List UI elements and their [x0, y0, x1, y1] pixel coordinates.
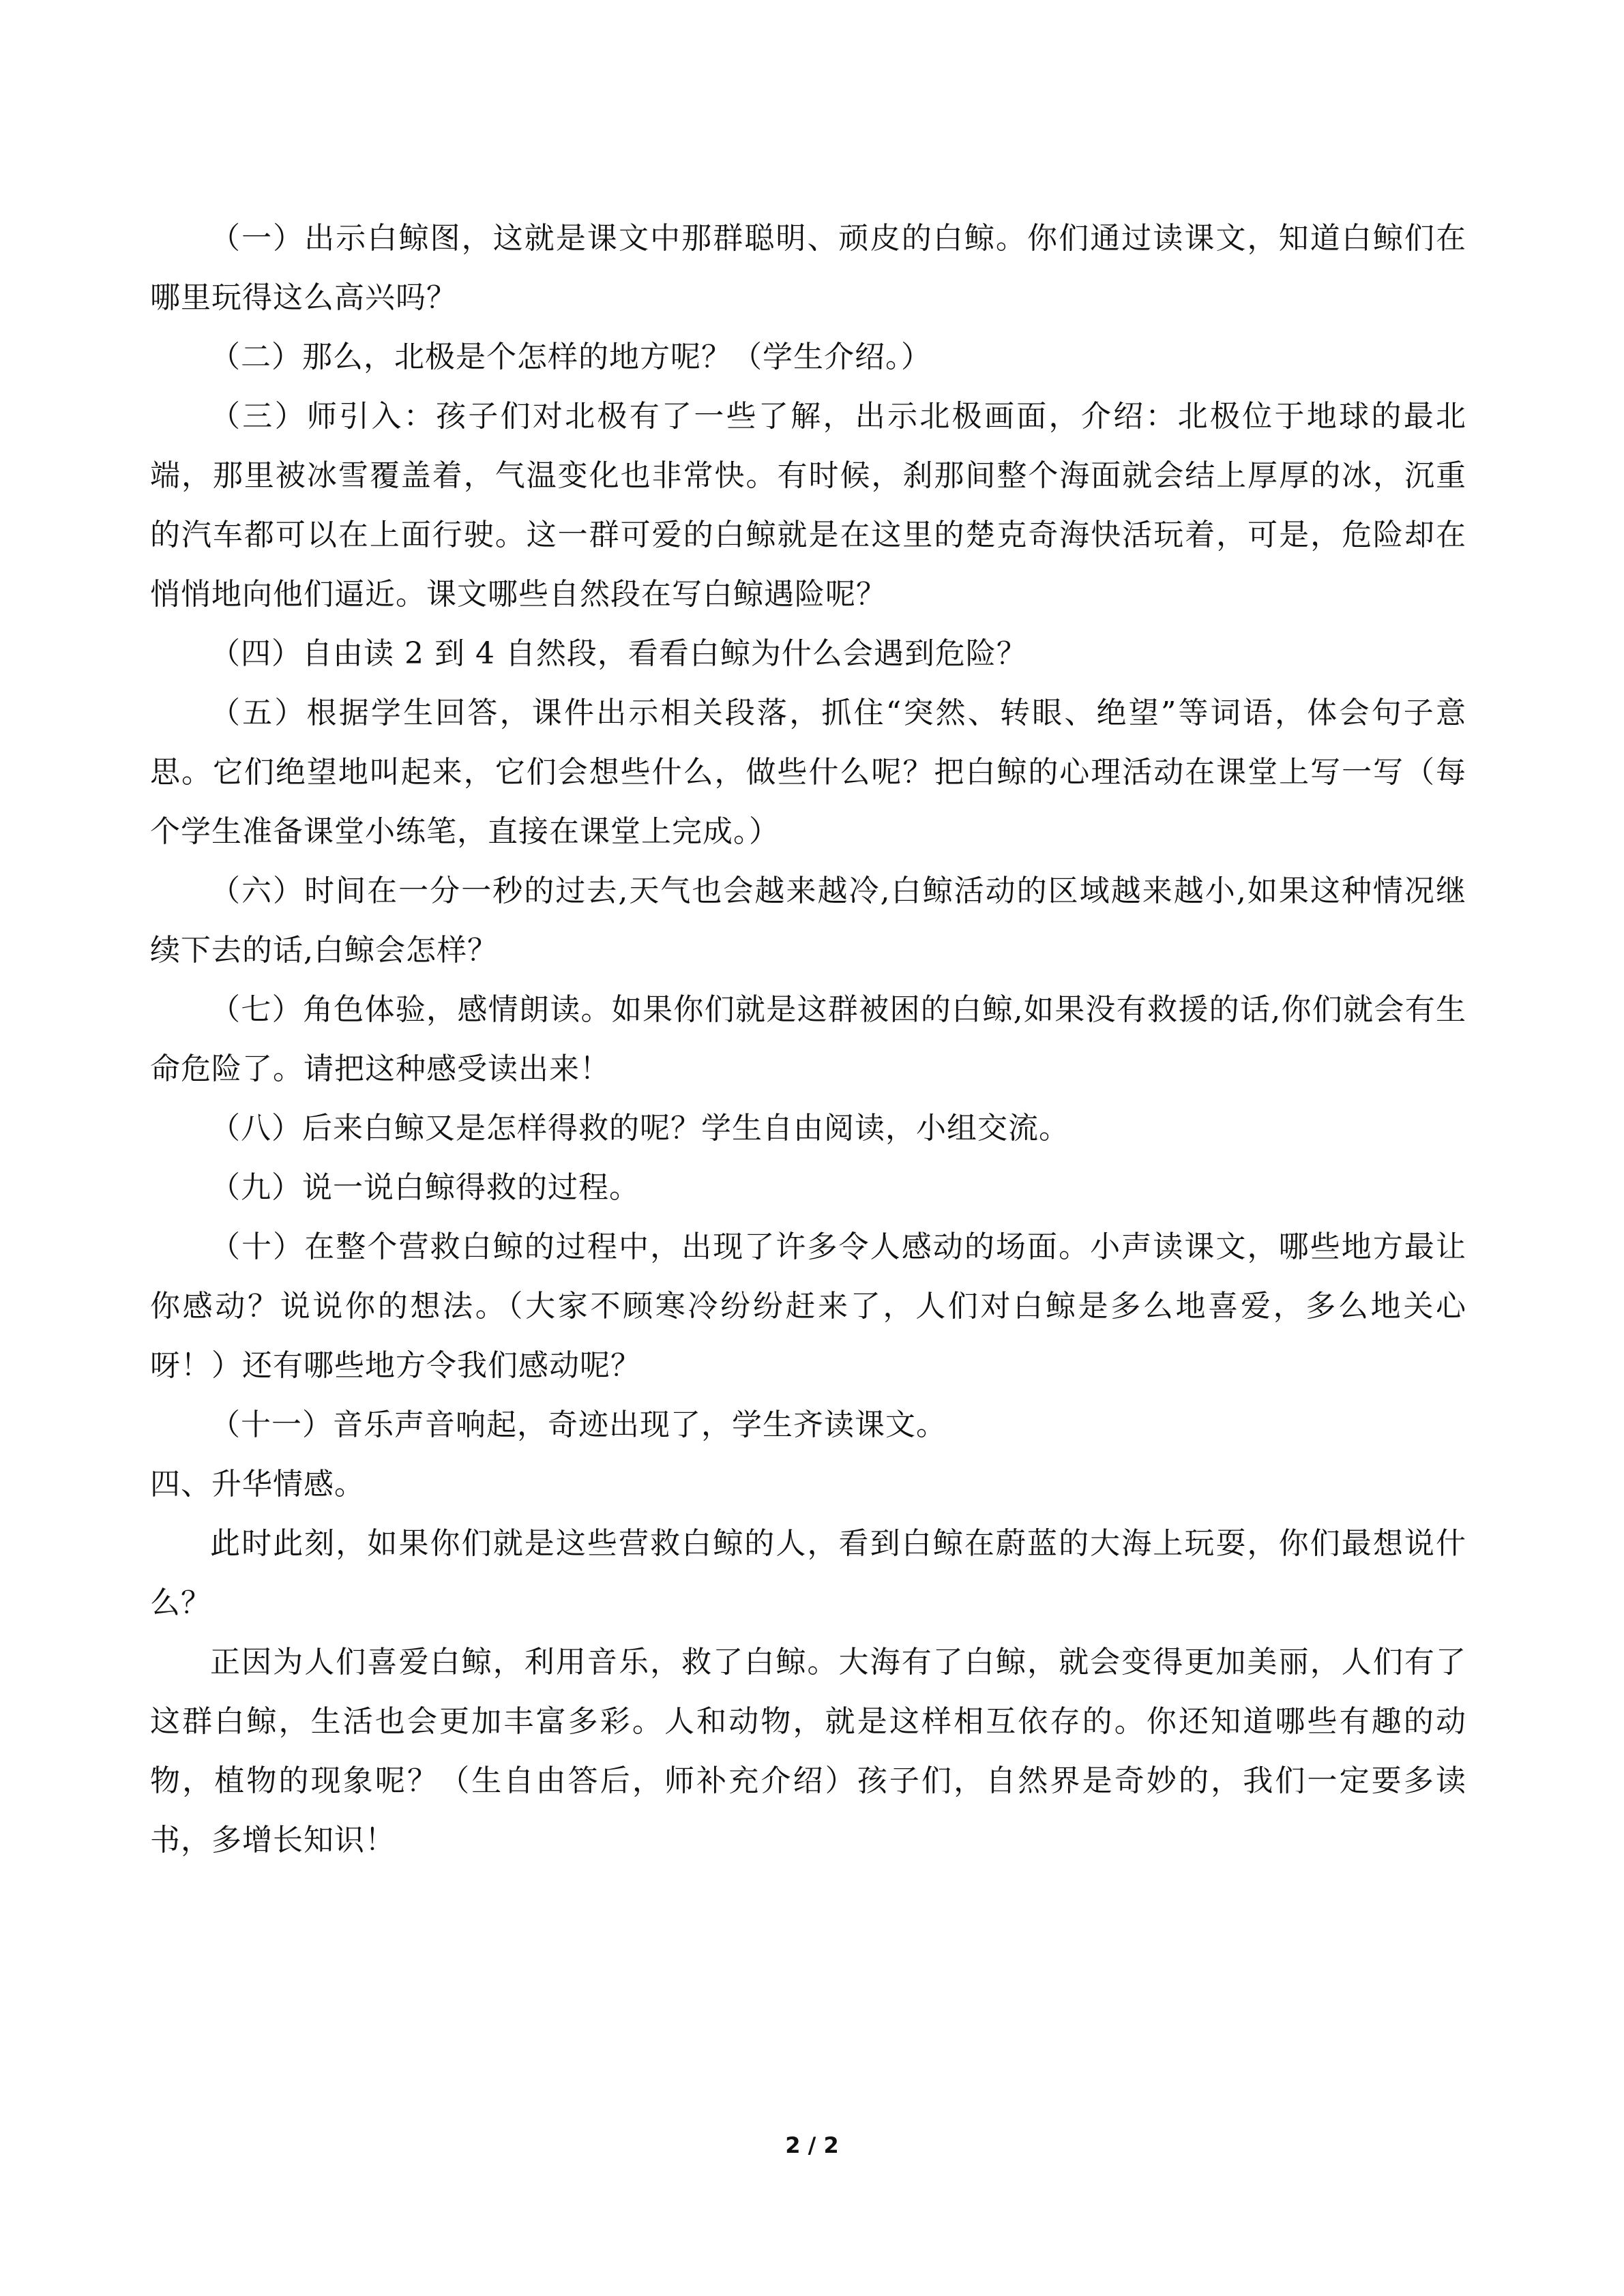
document-body — [150, 209, 1466, 1870]
page-number: 2 / 2 — [785, 2132, 839, 2158]
paragraph-8: （八）后来白鲸又是怎样得救的呢？学生自由阅读，小组交流。 — [210, 1111, 1069, 1146]
paragraph-10: （十）在整个营救白鲸的过程中，出现了许多令人感动的场面。小声读课文，哪些地方最让你感动？说说你的想法。（大家不顾寒冷纷纷赶来了，人们对白鲸是多么地喜爱，多么地关心呀！）还有哪些地方令我们感动呢？ — [150, 1229, 1466, 1383]
paragraph-3: （三）师引入：孩子们对北极有了一些了解，出示北极画面，介绍：北极位于地球的最北端，那里被冰雪覆盖着，气温变化也非常快。有时候，刹那间整个海面就会结上厚厚的冰，沉重的汽车都可以在上面行驶。这一群可爱的白鲸就是在这里的楚克奇海快活玩着，可是，危险却在悄悄地向他们逼近。课文哪些自然段在写白鲸遇险呢？ — [150, 399, 1466, 612]
paragraph-9: （九）说一说白鲸得救的过程。 — [210, 1170, 640, 1205]
paragraph-7: （七）角色体验，感情朗读。如果你们就是这群被困的白鲸,如果没有救援的话,你们就会有生命危险了。请把这种感受读出来！ — [150, 992, 1466, 1086]
paragraph-5: （五）根据学生回答，课件出示相关段落，抓住“突然、转眼、绝望”等词语，体会句子意思。它们绝望地叫起来，它们会想些什么，做些什么呢？把白鲸的心理活动在课堂上写一写（每个学生准备课堂小练笔，直接在课堂上完成。） — [150, 696, 1466, 849]
paragraph-13: 正因为人们喜爱白鲸，利用音乐，救了白鲸。大海有了白鲸，就会变得更加美丽，人们有了这群白鲸，生活也会更加丰富多彩。人和动物，就是这样相互依存的。你还知道哪些有趣的动物，植物的现象呢？（生自由答后，师补充介绍）孩子们，自然界是奇妙的，我们一定要多读书，多增长知识！ — [150, 1645, 1466, 1858]
paragraph-1: （一）出示白鲸图，这就是课文中那群聪明、顽皮的白鲸。你们通过读课文，知道白鲸们在哪里玩得这么高兴吗？ — [150, 221, 1466, 315]
paragraph-11: （十一）音乐声音响起，奇迹出现了，学生齐读课文。 — [210, 1407, 947, 1442]
paragraph-6: （六）时间在一分一秒的过去,天气也会越来越冷,白鲸活动的区域越来越小,如果这种情况继续下去的话,白鲸会怎样？ — [150, 874, 1466, 968]
paragraph-4: （四）自由读 2 到 4 自然段，看看白鲸为什么会遇到危险？ — [210, 636, 1027, 671]
paragraph-12: 此时此刻，如果你们就是这些营救白鲸的人，看到白鲸在蔚蓝的大海上玩耍，你们最想说什么？ — [150, 1526, 1466, 1620]
paragraph-2: （二）那么，北极是个怎样的地方呢？（学生介绍。） — [210, 340, 932, 374]
section-heading: 四、升华情感。 — [150, 1467, 365, 1502]
